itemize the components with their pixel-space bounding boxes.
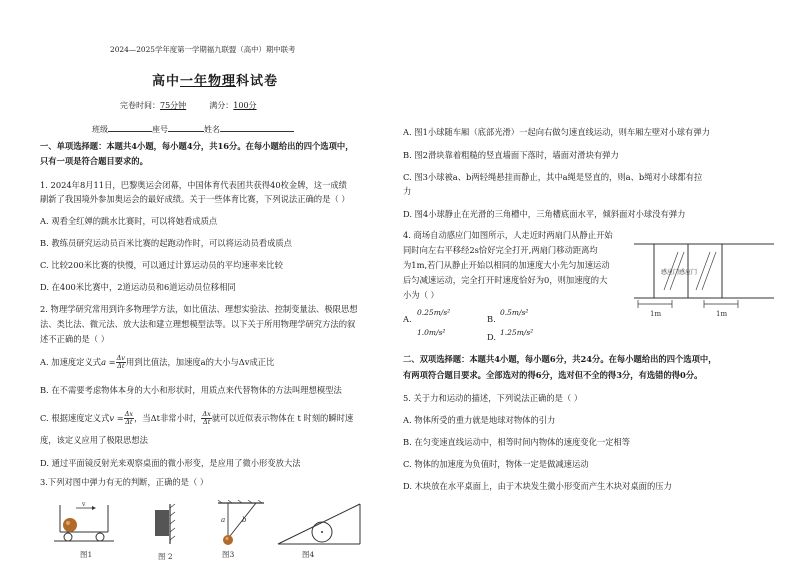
q2-c-den-2: Δt — [203, 418, 211, 426]
q3-option-c-line2: 力 — [403, 186, 412, 196]
q1-line1: 1. 2024年8月11日，巴黎奥运会闭幕，中国体育代表团共获得40枚金牌，这一成绩 — [40, 180, 347, 190]
q2-a-var: a = — [101, 357, 116, 367]
section2-heading-2: 有两项符合题目要求。全部选对的得6分，选对但不全的得3分，有选错的得0分。 — [403, 370, 703, 380]
q4-option-c-value: 1.0m/s² — [417, 328, 446, 337]
q2-option-c — [40, 411, 353, 426]
score-label: 满分： — [209, 101, 234, 110]
q4-door-diagram — [634, 240, 774, 320]
q1-line2: 刷新了我国境外参加奥运会的最好成绩。关于一些体育比赛，下列说法正确的是（ ） — [40, 194, 350, 204]
q2-line3: 述不正确的是（ ） — [40, 334, 110, 344]
q2-c-mid: ，当Δt非常小时， — [134, 413, 202, 423]
fig3-caption: 图3 — [222, 550, 235, 559]
q2-a-post: 用到比值法，加速度a的大小与Δv成正比 — [125, 357, 275, 367]
exam-info — [120, 100, 257, 111]
section2-heading-1: 二、双项选择题：本题共4小题，每小题6分，共24分。在每小题给出的四个选项中， — [403, 354, 717, 364]
q4-option-a-label: A. — [403, 314, 412, 324]
q4-option-d-value: 1.25m/s² — [500, 328, 534, 337]
q3-line1: 3.下列对图中弹力有无的判断，正确的是（ ） — [40, 477, 209, 487]
q2-c-var: v = — [109, 413, 124, 423]
q5-option-d: D. 木块放在水平桌面上，由于木块发生微小形变而产生木块对桌面的压力 — [403, 481, 672, 491]
q2-c-text: C. 根据速度定义式 — [40, 413, 110, 423]
q2-option-a — [40, 355, 274, 370]
exam-header-line: 2024—2025学年度第一学期福九联盟（高中）期中联考 — [110, 45, 296, 54]
fig2-wall-block — [155, 504, 175, 544]
q5-line1: 5. 关于力和运动的描述，下列说法正确的是（ ） — [403, 393, 583, 403]
q5-option-b: B. 在匀变速直线运动中，相等时间内物体的速度变化一定相等 — [403, 437, 631, 447]
section1-heading-1: 一、单项选择题：本题共4小题，每小题4分，共16分。在每小题给出的四个选项中， — [40, 141, 354, 151]
q2-c-fraction — [124, 411, 134, 426]
q2-c-den: Δt — [125, 418, 133, 426]
q4-option-a-value: 0.25m/s² — [417, 308, 451, 317]
q4-option-b-value: 0.5m/s² — [500, 308, 529, 317]
page-title — [152, 70, 278, 89]
q2-option-d: D. 通过平面镜反射光来观察桌面的微小形变，是应用了微小形变放大法 — [40, 458, 301, 468]
q3-figures — [50, 500, 380, 560]
q2-c-fraction-2 — [201, 411, 211, 426]
q2-c-post: 就可以近似表示物体在 t 时刻的瞬时速 — [211, 413, 354, 423]
door-label: 感应门感应门 — [661, 269, 698, 276]
q4-option-d-label: D. — [487, 332, 496, 342]
class-label: 班级 — [92, 125, 108, 134]
fig2-caption: 图 2 — [158, 552, 173, 560]
q3-option-c: C. 图3小球被a、b两轻绳悬挂而静止，其中a绳是竖直的，则a、b绳对小球都有拉 — [403, 172, 703, 182]
q4-line4: 后匀减速运动，完全打开时速度恰好为0，则加速度的大 — [403, 275, 608, 285]
dim-left: 1m — [650, 310, 662, 318]
q2-a-den: Δt — [117, 362, 125, 370]
fig4-groove-ball — [278, 504, 360, 544]
fig4-caption: 图4 — [302, 550, 315, 559]
fig3-label-b: b — [242, 516, 247, 524]
name-label: 姓名 — [204, 125, 220, 134]
fig3-label-a: a — [221, 516, 226, 524]
q4-option-b-label: B. — [487, 314, 496, 324]
score-value: 100分 — [233, 101, 257, 110]
seat-label: 座号 — [152, 125, 168, 134]
class-field[interactable] — [108, 122, 152, 132]
q4-line1: 4. 商场自动感应门如图所示，人走近时两扇门从静止开始 — [403, 230, 613, 240]
fig1-cart — [54, 501, 114, 541]
q1-option-c: C. 比较200米比赛的快慢，可以通过计算运动员的平均速率来比较 — [40, 260, 283, 270]
svg-text:v: v — [82, 501, 86, 508]
q2-a-fraction — [116, 355, 126, 370]
time-value: 75分钟 — [160, 101, 187, 110]
q2-option-c-line2: 度，该定义应用了极限思想法 — [40, 435, 148, 445]
dim-right: 1m — [716, 310, 728, 318]
name-field[interactable] — [220, 122, 294, 132]
q3-option-d: D. 图4小球静止在光滑的三角槽中，三角槽底面水平，倾斜面对小球没有弹力 — [403, 209, 686, 219]
q4-line3: 为1m,若门从静止开始以相同的加速度大小先匀加速运动 — [403, 260, 610, 270]
q3-option-a: A. 图1小球随车厢（底部光滑）一起向右做匀速直线运动，则车厢左壁对小球有弹力 — [403, 127, 710, 137]
q2-c-num: Δx — [124, 410, 134, 418]
q2-c-num-2: Δx — [202, 410, 211, 418]
q2-option-b: B. 在不需要考虑物体本身的大小和形状时，用质点来代替物体的方法叫理想模型法 — [40, 385, 342, 395]
q1-option-d: D. 在400米比赛中，2道运动员和6道运动员位移相同 — [40, 282, 236, 292]
q1-option-b: B. 教练员研究运动员百米比赛的起跑动作时，可以将运动员看成质点 — [40, 238, 292, 248]
q2-line1: 2. 物理学研究常用到许多物理学方法，如比值法、理想实验法、控制变量法、极限思想 — [40, 304, 358, 314]
time-label: 完卷时间： — [120, 101, 160, 110]
student-info-line — [92, 122, 294, 135]
title-suffix: 科试卷 — [236, 74, 279, 89]
fig1-caption: 图1 — [80, 550, 93, 559]
title-underlined: 一年物理 — [180, 74, 237, 89]
q4-line2: 同时向左右平移经2s恰好完全打开,两扇门移动距离均 — [403, 245, 598, 255]
seat-field[interactable] — [168, 122, 204, 132]
q5-option-a: A. 物体所受的重力就是地球对物体的引力 — [403, 415, 556, 425]
q2-line2: 法、类比法、微元法、放大法和建立理想模型法等。以下关于所用物理学研究方法的叙 — [40, 319, 356, 329]
section1-heading-2: 只有一项是符合题目要求的。 — [40, 156, 148, 166]
q2-a-text: A. 加速度定义式 — [40, 357, 102, 367]
title-prefix: 高中 — [152, 74, 181, 89]
q3-option-b: B. 图2滑块靠着粗糙的竖直墙面下落时，墙面对滑块有弹力 — [403, 150, 619, 160]
q2-a-num: Δv — [116, 354, 125, 362]
q4-line5: 小为（ ） — [403, 290, 439, 300]
q5-option-c: C. 物体的加速度为负值时，物体一定是做减速运动 — [403, 459, 589, 469]
q1-option-a: A. 观看全红婵的跳水比赛时，可以将她看成质点 — [40, 216, 218, 226]
